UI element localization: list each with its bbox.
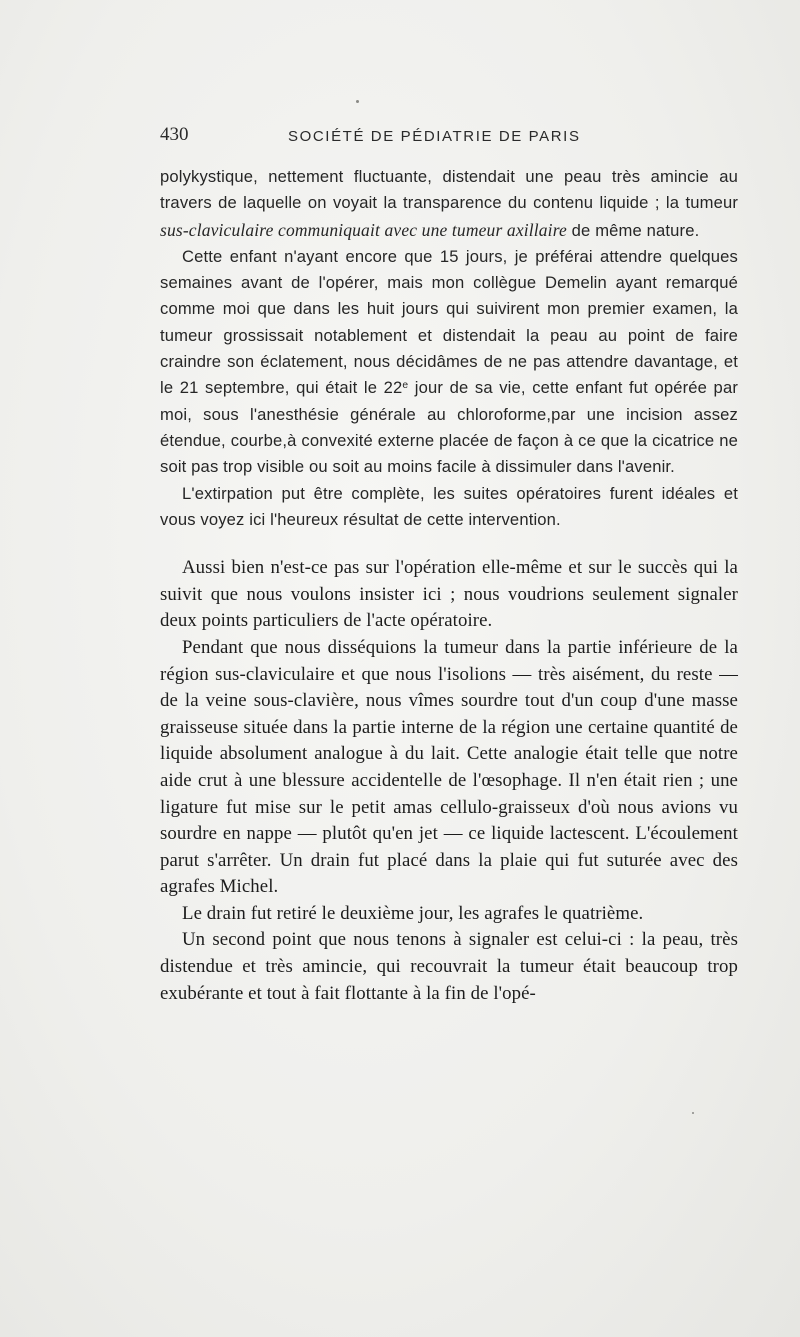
article-body: [160, 164, 738, 1007]
text-section-large-type: [160, 555, 738, 1007]
paragraph: Cette enfant n'ayant encore que 15 jours, je préférai attendre quelques semaines avant de l'opérer, mais mon collègue Demelin ayant remarqué comme moi que dans les huit jours qui suivirent mon premier examen, la tumeur grossissait notablement et distendait la peau au point de faire craindre son éclatement, nous décidâmes de ne pas attendre davantage, et le 21 septembre, qui était le 22e jour de sa vie, cette enfant fut opérée par moi, sous l'anesthésie générale au chloroforme,par une incision assez étendue, courbe,à convexité externe placée de façon à ce que la cicatrice ne soit pas trop visible ou soit au moins facile à dissimuler dans l'avenir.: [160, 246, 738, 477]
superscript: e: [402, 380, 409, 392]
italic-emphasis: sus-claviculaire communiquait avec une tumeur axillaire: [160, 219, 567, 240]
paragraph: Le drain fut retiré le deuxième jour, les agrafes le quatrième.: [182, 902, 644, 924]
running-title: SOCIÉTÉ DE PÉDIATRIE DE PARIS: [288, 128, 581, 145]
dust-speck: [356, 100, 359, 103]
paragraph: Pendant que nous disséquions la tumeur dans la partie inférieure de la région sus-claviculaire et que nous l'isolions — très aisément, du reste — de la veine sous-clavière, nous vîmes sourdre tout d'un coup d'une masse graisseuse située dans la partie interne de la région une certaine quantité de liquide absolument analogue à du lait. Cette analogie était telle que notre aide crut à une blessure accidentelle de l'œsophage. Il n'en était rien ; une ligature fut mise sur le petit amas cellulo-graisseux d'où nous avions vu sourdre en nappe — plutôt qu'en jet — ce liquide lactescent. L'écoulement parut s'arrêter. Un drain fut placé dans la plaie qui fut suturée avec des agrafes Michel.: [160, 636, 738, 898]
paragraph: L'extirpation put être complète, les suites opératoires furent idéales et vous voyez ici l'heureux résultat de cette intervention.: [160, 483, 738, 529]
paragraph: Un second point que nous tenons à signaler est celui-ci : la peau, très distendue et très amincie, qui recouvrait la tumeur était beaucoup trop exubérante et tout à fait flottante à la fin de l'opé-: [160, 929, 738, 1004]
paragraph: Aussi bien n'est-ce pas sur l'opération elle-même et sur le succès qui la suivit que nous voulons insister ici ; nous voudrions seulement signaler deux points particuliers de l'acte opératoire.: [160, 557, 738, 632]
text-section-small-type: [160, 164, 738, 533]
paragraph: polykystique, nettement fluctuante, distendait une peau très amincie au travers de laquelle on voyait la transparence du contenu liquide ; la tumeur sus-claviculaire communiquait avec une tumeur axillaire de même nature.: [160, 167, 738, 240]
page-number: 430: [160, 124, 189, 145]
page-header: [160, 124, 740, 150]
dust-speck: [692, 1112, 694, 1114]
